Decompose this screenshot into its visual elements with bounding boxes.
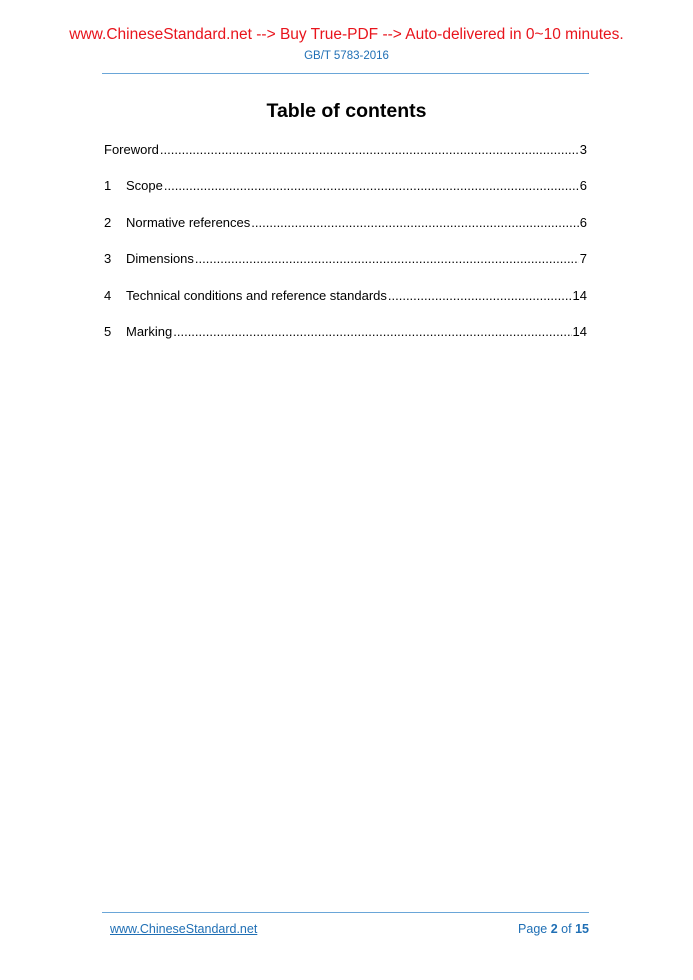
footer-site-link[interactable]: www.ChineseStandard.net: [110, 922, 258, 936]
toc-entry-number: 3: [104, 251, 112, 267]
toc-entry-marking[interactable]: [104, 322, 587, 358]
page-of-label: of: [561, 922, 572, 936]
toc-dot-leader: [173, 322, 571, 342]
toc-entry-foreword[interactable]: [104, 140, 587, 176]
toc-entry-dimensions[interactable]: [104, 249, 587, 285]
toc-entry-page: 7: [579, 251, 587, 267]
page-label: Page: [518, 922, 548, 936]
toc-entry-scope[interactable]: [104, 176, 587, 212]
toc-entry-title: Normative references: [126, 214, 251, 230]
toc-entry-page: 6: [579, 178, 587, 194]
header-banner[interactable]: www.ChineseStandard.net --> Buy True-PDF --> Auto-delivered in 0~10 minutes.: [69, 26, 624, 43]
toc-dot-leader: [251, 213, 578, 233]
toc-entry-page: 14: [572, 287, 587, 303]
toc-entry-title: Scope: [126, 178, 163, 194]
table-of-contents: [104, 140, 587, 358]
page-indicator: [518, 922, 589, 936]
toc-entry-title: Technical conditions and reference standards: [126, 287, 387, 303]
toc-entry-page: 14: [572, 323, 587, 339]
toc-entry-number: 1: [104, 178, 112, 194]
toc-entry-number: 5: [104, 323, 112, 339]
toc-entry-technical-conditions[interactable]: [104, 286, 587, 322]
page-current: 2: [550, 922, 558, 936]
toc-entry-number: 4: [104, 287, 112, 303]
toc-entry-title: Marking: [126, 323, 173, 339]
toc-entry-number: 2: [104, 214, 112, 230]
page-total: 15: [575, 922, 589, 936]
footer-divider: [102, 912, 589, 913]
toc-entry-normative-references[interactable]: [104, 213, 587, 249]
standard-code: GB/T 5783-2016: [304, 50, 389, 62]
toc-entry-title: Foreword: [104, 142, 159, 157]
toc-entry-title: Dimensions: [126, 251, 194, 267]
toc-entry-page: 3: [579, 142, 587, 157]
header-divider: [102, 73, 589, 74]
toc-title: Table of contents: [266, 100, 427, 122]
toc-entry-page: 6: [579, 214, 587, 230]
toc-dot-leader: [164, 176, 579, 196]
toc-dot-leader: [160, 140, 579, 160]
toc-dot-leader: [195, 249, 579, 269]
toc-dot-leader: [388, 286, 572, 306]
